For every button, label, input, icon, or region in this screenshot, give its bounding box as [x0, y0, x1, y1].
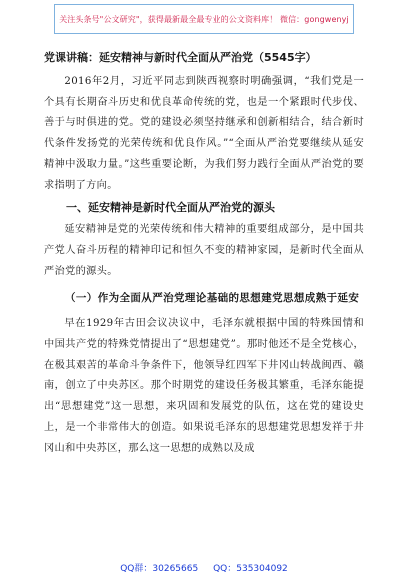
document-title: 党课讲稿：延安精神与新时代全面从严治党（5545字） [44, 51, 317, 64]
section-paragraph: 延安精神是党的光荣传统和伟大精神的重要组成部分，是中国共产党人奋斗历程的精神印记和恒久不变的精神家园，是新时代全面从严治党的源头。 [44, 224, 364, 277]
header-banner [54, 4, 354, 34]
section-heading: 一、延安精神是新时代全面从严治党的源头 [66, 201, 275, 215]
document-body [44, 50, 364, 459]
footer-qq-number: QQ：535304092 [213, 564, 288, 574]
subsection-paragraph: 早在1929年古田会议决议中，毛泽东就根据中国的特殊国情和中国共产党的特殊党情提出了“思想建党”。那时他还不是全党核心，在极其艰苦的革命斗争条件下，他领导红四军下井冈山转战闽西、赣南，创立了中央苏区。那个时期党的建设任务极其繁重，毛泽东能提出“思想建党”这一思想，来巩固和发展党的队伍，这在党的建设史上，是一个非常伟大的创造。如果说毛泽东的思想建党思想发祥于井冈山和中央苏区，那么这一思想的成熟以及成 [44, 318, 364, 454]
footer-contact [0, 561, 408, 574]
intro-paragraph: 2016年2月，习近平同志到陕西视察时明确强调，“我们党是一个具有长期奋斗历史和优良革命传统的党，也是一个紧跟时代步伐、善于与时俱进的党。党的建设必须坚持继承和创新相结合，结合新时代条件发扬党的光荣传统和优良作风。”“全面从严治党要继续从延安精神中汲取力量。”这些重要论断，为我们努力践行全面从严治党的要求指明了方向。 [44, 76, 364, 191]
footer-qq-group: QQ群：30265665 [120, 564, 199, 574]
header-banner-text: 关注头条号"公文研究"，获得最新最全最专业的公文资料库！ 微信：gongwenyj [59, 14, 349, 24]
subsection-heading: （一）作为全面从严治党理论基础的思想建党思想成熟于延安 [65, 292, 360, 305]
